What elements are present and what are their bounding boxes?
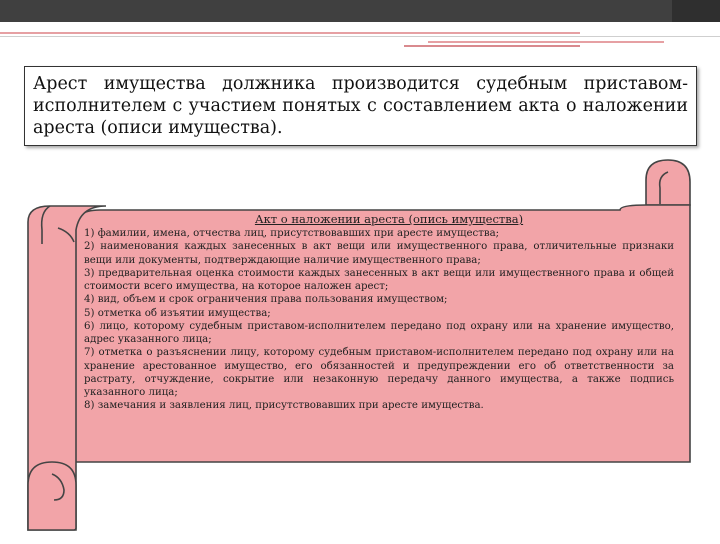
scroll-bottom-left-curl: [28, 462, 76, 530]
act-item-1: 1) фамилии, имена, отчества лиц, присутствовавших при аресте имущества;: [84, 228, 500, 239]
act-content: [80, 212, 680, 462]
act-item-6: 6) лицо, которому судебным приставом-исполнителем передано под охрану или на хранение имущество, адрес указанного лица;: [84, 320, 674, 345]
act-item-3: 3) предварительная оценка стоимости каждых занесенных в акт вещи или имущественного права и общей стоимости всего имущества, на которое наложен арест;: [84, 267, 674, 292]
act-item-5: 5) отметка об изъятии имущества;: [84, 307, 271, 319]
act-item-2: 2) наименования каждых занесенных в акт вещи или имущественного права, отличительные признаки вещи или документы, подтверждающие наличие имущественного права;: [84, 241, 674, 266]
act-item-8: 8) замечания и заявления лиц, присутствовавших при аресте имущества.: [84, 400, 484, 412]
scroll-top-right-curl: [646, 160, 690, 205]
act-item-7: 7) отметка о разъяснении лицу, которому судебным приставом-исполнителем передано под охрану или на хранение арестованное имущество, его обязанностей и предупреждении его об ответственности за растрату, отчуждение, сокрытие или незаконную передачу данного имущества, а также подпись указанного лица;: [84, 347, 674, 398]
act-title: Акт о наложении ареста (опись имущества): [254, 212, 524, 226]
act-item-4: 4) вид, объем и срок ограничения права пользования имуществом;: [84, 294, 448, 306]
intro-text: Арест имущества должника производится судебным приставом-исполнителем с участием понятых с составлением акта о наложении ареста (описи имущества).: [33, 74, 688, 138]
